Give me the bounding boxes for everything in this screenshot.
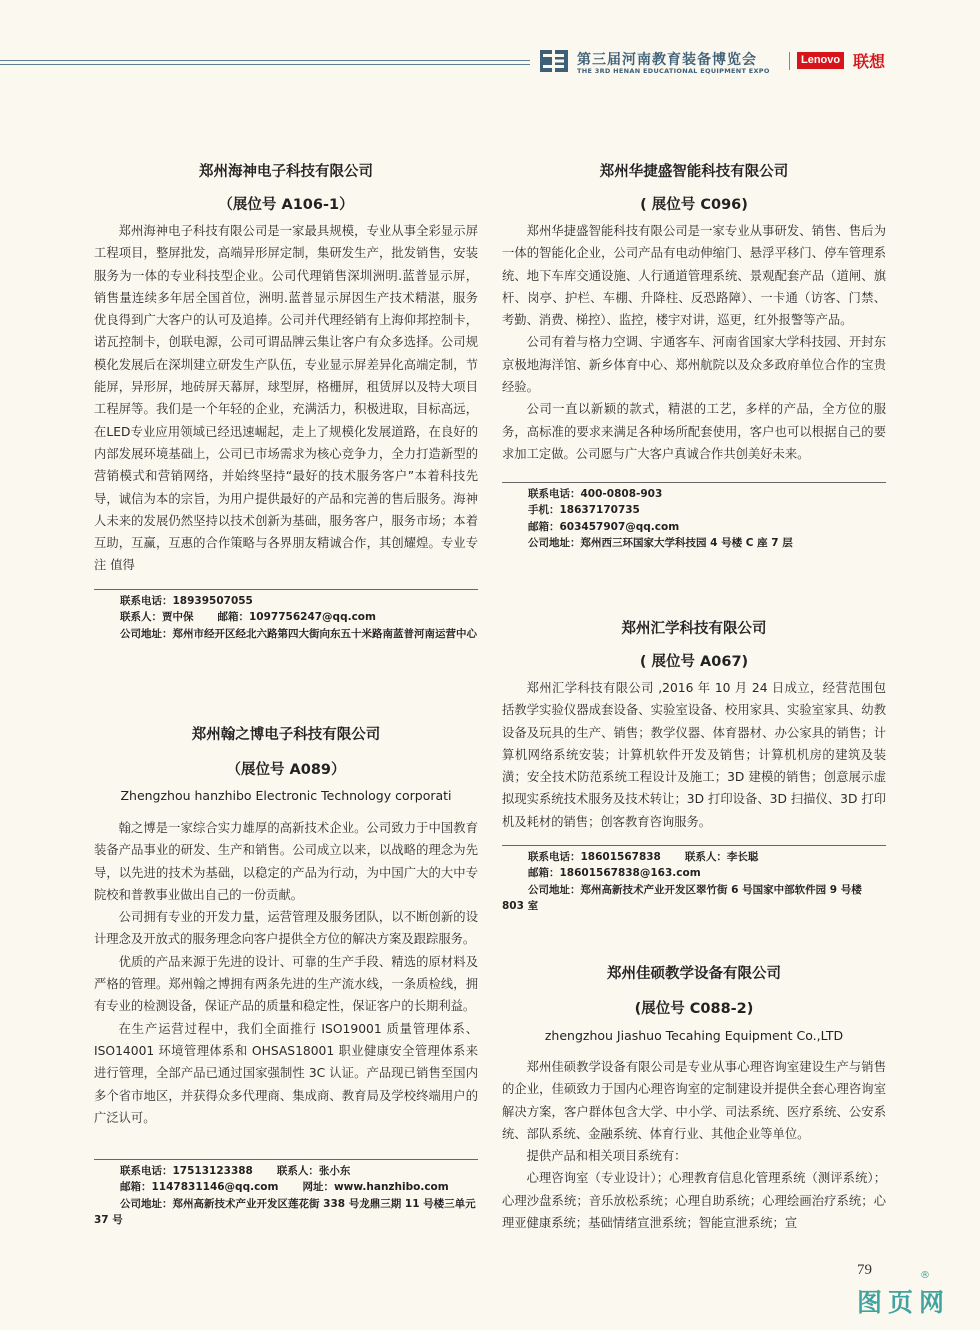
company-description: 提供产品和相关项目系统有： [526, 1149, 687, 1164]
company-description: 郑州海神电子科技有限公司是一家最具规模，专业从事全彩显示屏工程项目，整屏批发，高端异形屏定制，集研发生产，批发销售，安装服务为一体的专业科技型企业。公司代理销售深圳洲明.蓝普显示屏，销售量连续多年居全国首位，洲明.蓝普显示屏因生产技术精湛，服务优良得到广大客户的认可及追捧。公司并代理经销有上海仰邦控制卡，诺瓦控制卡，创联电源，公司可谓品牌云集让客户有众多选择。公司规模化发展后在深圳建立研发生产队伍，专业显示屏差异化高端定制，节能屏，异形屏，地砖屏天幕屏，球型屏，格栅屏，租赁屏以及特大项目工程屏等。我们是一个年轻的企业，充满活力，积极进取，目标高远，在LED专业应用领域已经迅速崛起，走上了规模化发展道路，在良好的内部发展环境基础上，公司已市场需求为核心竞争力，全力打造新型的营销模式和营销网络，并始终坚持“最好的技术服务客户”本着科技先导，诚信为本的宗旨，为用户提供最好的产品和完善的售后服务。海神人未来的发展仍然坚持以技术创新为基础，服务客户，服务市场；本着互助，互赢，互惠的合作策略与各界朋友精诚合作，其创耀煌。专业专注 值得 [94, 224, 478, 573]
company-description: 心理咨询室（专业设计）；心理教育信息化管理系统（测评系统）；心理沙盘系统；音乐放松系统；心理自助系统；心理绘画治疗系统；心理亚健康系统；基础情绪宣泄系统；智能宣泄系统；宣 [502, 1171, 886, 1231]
company-description: 公司一直以新颖的款式，精湛的工艺，多样的产品，全方位的服务，高标准的要求来满足各种场所配套使用，客户也可以根据自己的要求加工定做。公司愿与广大客户真诚合作共创美好未来。 [502, 402, 886, 461]
contact-person: 联系人：李长聪 [684, 851, 759, 863]
company-description: 公司拥有专业的开发力量，运营管理及服务团队，以不断创新的设计理念及开放式的服务理念向客户提供全方位的解决方案及跟踪服务。 [94, 910, 478, 947]
lenovo-logo-cn: 联想 [853, 52, 886, 71]
contact-phone: 联系电话：17513123388 [120, 1165, 253, 1177]
company-description: 郑州汇学科技有限公司 ,2016 年 10 月 24 日成立，经营范围包括教学实验仪器成套设备、实验室设备、校用家具、实验室家具、幼教设备及玩具的生产、销售；教学仪器、体育器材、办公家具的销售；计算机网络系统安装；计算机软件开发及销售；计算机机房的建筑及装潢；安全技术防范系统工程设计及施工；3D 建模的销售；创意展示虚拟现实系统技术服务及技术转让；3D 打印设备、3D 扫描仪、3D 打印机及耗材的销售；创客教育咨询服务。 [502, 681, 886, 829]
watermark-registered-mark: ® [920, 1270, 930, 1281]
lenovo-logo: Lenovo [797, 52, 844, 69]
contact-email: 邮箱：18601567838@163.com [528, 867, 701, 880]
contact-phone: 联系电话：18601567838 [528, 851, 661, 863]
company-block-haishen [94, 160, 478, 577]
expo-title-cn: 第三届河南教育装备博览会 [577, 52, 757, 68]
company-description: 翰之博是一家综合实力雄厚的高新技术企业。公司致力于中国教育装备产品事业的研发、生产和销售。公司成立以来，以战略的理念为先导，以先进的技术为基础，以稳定的产品为行动，为中国广大的大中专院校和普教事业做出自己的一份贡献。 [94, 821, 478, 902]
contact-email: 邮箱：603457907@qq.com [528, 520, 680, 533]
booth-number: ( 展位号 C096) [640, 197, 748, 213]
header-rule [0, 60, 530, 61]
contact-address: 公司地址：郑州市经开区经北六路第四大街向东五十米路南蓝普河南运营中心 [120, 627, 477, 640]
contact-address: 公司地址：郑州高新技术产业开发区莲花街 338 号龙鼎三期 11 号楼三单元 37 号 [94, 1197, 476, 1227]
contact-phone: 联系电话：400-0808-903 [528, 488, 663, 500]
company-block-huixue [502, 617, 886, 833]
booth-number: （展位号 A106-1） [218, 197, 354, 213]
booth-number: (展位号 C088-2) [634, 1001, 754, 1017]
contact-block-hanzhibo [94, 1159, 478, 1229]
company-block-huajiesheng [502, 160, 886, 465]
booth-number: （展位号 A089） [226, 762, 346, 778]
contact-block-huixue [502, 845, 886, 915]
company-description: 在生产运营过程中，我们全面推行 ISO19001 质量管理体系、ISO14001 环境管理体系和 OHSAS18001 职业健康安全管理体系来进行管理，全部产品已通过国家强制性 3C 认证。产品现已销售至国内多个省市地区，并获得众多代理商、集成商、教育局及学校终端用户的广泛认可。 [94, 1021, 478, 1125]
contact-address: 公司地址：郑州高新技术产业开发区翠竹街 6 号国家中部软件园 9 号楼 803 室 [502, 883, 862, 913]
watermark: 图页网 [857, 1288, 951, 1317]
contact-person: 联系人：贾中保 [120, 611, 194, 624]
company-title: 郑州华捷盛智能科技有限公司 [599, 164, 789, 180]
company-title: 郑州佳硕教学设备有限公司 [607, 966, 781, 982]
header-separator [789, 52, 790, 70]
page-number: 79 [857, 1262, 872, 1278]
contact-phone: 联系电话：18939507055 [120, 595, 253, 607]
company-description: 公司有着与格力空调、宇通客车、河南省国家大学科技园、开封东京极地海洋馆、新乡体育中心、郑州航院以及众多政府单位合作的宝贵经验。 [502, 335, 886, 395]
contact-email: 邮箱：1147831146@qq.com [120, 1181, 279, 1194]
contact-block-huajiesheng [502, 482, 886, 552]
contact-website: 网址：www.hanzhibo.com [302, 1181, 449, 1194]
company-title: 郑州翰之博电子科技有限公司 [191, 727, 381, 743]
booth-number: ( 展位号 A067) [639, 654, 749, 670]
contact-block-haishen [94, 589, 478, 642]
company-title: 郑州汇学科技有限公司 [621, 621, 767, 637]
contact-address: 公司地址：郑州西三环国家大学科技园 4 号楼 C 座 7 层 [528, 537, 793, 550]
company-english-name: Zhengzhou hanzhibo Electronic Technology corporati [120, 788, 452, 803]
company-title: 郑州海神电子科技有限公司 [199, 164, 373, 180]
page-header [0, 48, 980, 78]
company-english-name: zhengzhou Jiashuo Tecahing Equipment Co.,LTD [544, 1028, 844, 1043]
company-block-hanzhibo [94, 723, 478, 1129]
contact-person: 联系人：张小东 [276, 1165, 351, 1177]
company-description: 郑州佳硕教学设备有限公司是专业从事心理咨询室建设生产与销售的企业，佳硕致力于国内心理咨询室的定制建设并提供全套心理咨询室解决方案，客户群体包含大学、中小学、司法系统、医疗系统、公安系统、部队系统、金融系统、体育行业、其他企业等单位。 [502, 1060, 886, 1141]
company-block-jiashuo [502, 962, 886, 1234]
contact-mobile: 手机：18637170735 [528, 504, 640, 517]
header-rule [0, 64, 530, 65]
contact-email: 邮箱：1097756247@qq.com [217, 611, 376, 624]
expo-title-en: THE 3RD HENAN EDUCATIONAL EQUIPMENT EXPO [577, 67, 770, 75]
company-description: 优质的产品来源于先进的设计、可靠的生产手段、精选的原材料及严格的管理。郑州翰之博拥有两条先进的生产流水线，一条质检线，拥有专业的检测设备，保证产品的质量和稳定性，保证客户的长期利益。 [94, 954, 478, 1014]
company-description: 郑州华捷盛智能科技有限公司是一家专业从事研发、销售、售后为一体的智能化企业，公司产品有电动伸缩门、悬浮平移门、停车管理系统、地下车库交通设施、人行通道管理系统、景观配套产品（道闸、旗杆、岗亭、护栏、车棚、升降柱、反恐路障）、一卡通（访客、门禁、考勤、消费、梯控）、监控，楼宇对讲，巡更，红外报警等产品。 [502, 224, 886, 328]
expo-logo-icon [540, 50, 568, 72]
